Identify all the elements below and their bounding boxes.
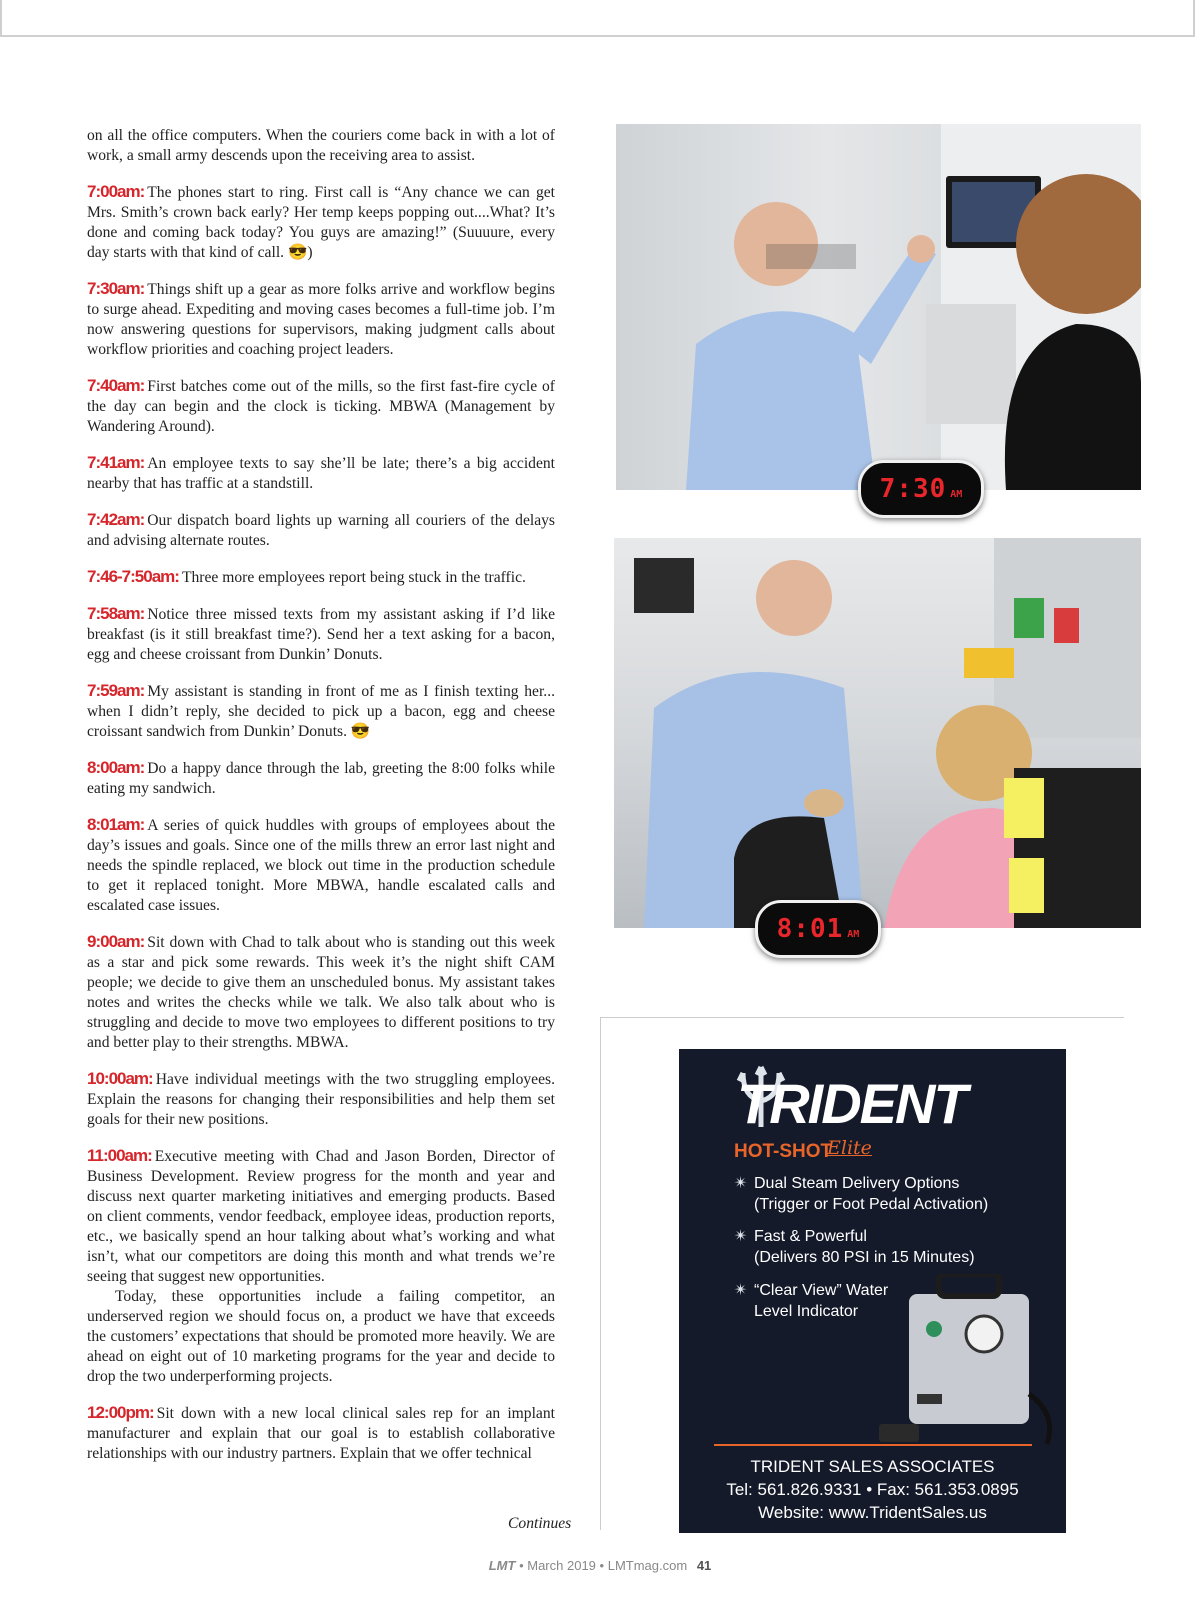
entry-1200 [87, 1403, 555, 1464]
entry-0801 [87, 815, 555, 916]
clock-badge-730 [858, 460, 984, 518]
ad-feature-1 [734, 1173, 988, 1215]
timestamp: 7:59am: [87, 681, 145, 700]
entry-0758 [87, 604, 555, 665]
ad-feature-2 [734, 1226, 975, 1268]
entry-text: An employee texts to say she’ll be late; there’s a big accident nearby that has traffic at a standstill. [87, 455, 555, 492]
trident-advertisement [679, 1049, 1066, 1533]
ad-contact-name: TRIDENT SALES ASSOCIATES [750, 1457, 995, 1476]
ad-feature-3 [734, 1280, 888, 1322]
timestamp: 7:30am: [87, 279, 145, 298]
timestamp: 12:00pm: [87, 1403, 154, 1422]
feature-line: “Clear View” Water [754, 1282, 889, 1299]
timestamp: 8:00am: [87, 758, 145, 777]
clock-badge-801 [755, 900, 881, 958]
entry-text: Do a happy dance through the lab, greeting the 8:00 folks while eating my sandwich. [87, 760, 555, 797]
footer-separator: • [599, 1558, 605, 1573]
ad-separator-top [600, 1017, 1124, 1018]
entry-1100 [87, 1146, 555, 1287]
page-number: 41 [696, 1558, 712, 1573]
entry-0700 [87, 182, 555, 263]
clock-ampm: AM [950, 488, 963, 500]
entry-text: Things shift up a gear as more folks arrive and workflow begins to surge ahead. Expediting and moving cases becomes a full-time job. I’m now answering questions for supervisors, making judgment calls about workflow priorities and coaching project leaders. [87, 281, 555, 358]
ad-separator-left [600, 1017, 601, 1530]
entry-text: The phones start to ring. First call is “Any chance we can get Mrs. Smith’s crown back early? Her temp keeps popping out....What? It’s done and coming back today? You guys are amazing!” (Suuuure, every day starts with that kind of call. 😎) [87, 184, 555, 261]
entry-text: Sit down with a new local clinical sales rep for an implant manufacturer and explain that our goal is to establish collaborative relationships with our industry partners. Explain that we offer technical [87, 1405, 555, 1462]
article-paragraph: Today, these opportunities include a failing competitor, an underserved region we should focus on, a product we have that exceeds the customers’ expectations that should be promoted more heavily. We are ahead on eight out of 10 marketing programs for the year and decide to drop the two underperforming projects. [87, 1288, 555, 1385]
entry-0730 [87, 279, 555, 360]
entry-text: My assistant is standing in front of me as I finish texting her... when I didn’t reply, she decided to pick up a bacon, egg and cheese croissant sandwich from Dunkin’ Donuts. 😎 [87, 683, 555, 740]
timestamp: 9:00am: [87, 932, 145, 951]
entry-text: Notice three missed texts from my assistant asking if I’d like breakfast (is it still breakfast time?). Send her a text asking for a bacon, egg and cheese croissant from Dunkin’ Donuts. [87, 606, 555, 663]
timestamp: 7:42am: [87, 510, 145, 529]
photo-illustration [614, 538, 1141, 928]
entry-0759 [87, 681, 555, 742]
entry-text: Our dispatch board lights up warning all couriers of the delays and advising alternate routes. [87, 512, 555, 549]
timestamp: 7:58am: [87, 604, 145, 623]
steam-machine-image [879, 1274, 1059, 1449]
photo-illustration [616, 124, 1141, 490]
timestamp: 7:40am: [87, 376, 145, 395]
footer-separator: • [519, 1558, 524, 1573]
footer-magazine: LMT [488, 1558, 516, 1573]
entry-text: First batches come out of the mills, so the first fast-fire cycle of the day can begin and the clock is ticking. MBWA (Management by Wandering Around). [87, 378, 555, 435]
starburst-icon: ✴ [734, 1175, 748, 1192]
entry-0742 [87, 510, 555, 551]
entry-0746 [87, 567, 555, 588]
entry-0741 [87, 453, 555, 494]
page-footer [0, 1558, 1200, 1573]
timestamp: 8:01am: [87, 815, 145, 834]
feature-line: Level Indicator [754, 1303, 859, 1320]
footer-date: March 2019 [527, 1558, 596, 1573]
timestamp: 11:00am: [87, 1146, 152, 1165]
entry-text: Three more employees report being stuck in the traffic. [181, 569, 526, 586]
entry-text: A series of quick huddles with groups of employees about the day’s issues and goals. Since one of the mills threw an error last night and needs the spindle replaced, we block out time in the production schedule to get it replaced tonight. More MBWA, handle escalated calls and escalated case issues. [87, 817, 555, 914]
entry-text: Have individual meetings with the two struggling employees. Explain the reasons for changing their responsibilities and help them set goals for their new positions. [87, 1071, 555, 1128]
article-column [87, 126, 555, 1464]
photo-lab-machine [616, 124, 1141, 490]
feature-line: Dual Steam Delivery Options [754, 1175, 960, 1192]
ad-product-variant: Elite [827, 1137, 872, 1159]
clock-time: 7:30 [879, 474, 947, 504]
photo-lab-desk [614, 538, 1141, 928]
entry-text: Executive meeting with Chad and Jason Borden, Director of Business Development. Review progress for the month and year and discuss next quarter marketing initiatives and emerging products. Based on client comments, vendor feedback, employee ideas, production reports, etc., we basically spend an hour talking about what’s working and what isn’t, what our competitors are doing this month and what trends we’re seeing that suggest new opportunities. [87, 1148, 555, 1285]
timestamp: 10:00am: [87, 1069, 153, 1088]
footer-site: LMTmag.com [607, 1558, 688, 1573]
entry-0740 [87, 376, 555, 437]
timestamp: 7:41am: [87, 453, 145, 472]
ad-brand-name: TRIDENT [737, 1072, 966, 1135]
feature-line: (Trigger or Foot Pedal Activation) [754, 1196, 989, 1213]
ad-product-name: HOT-SHOT [734, 1141, 833, 1162]
clock-time: 8:01 [776, 914, 844, 944]
article-intro: on all the office computers. When the couriers come back in with a lot of work, a small army descends upon the receiving area to assist. [87, 127, 555, 164]
page-left-border [0, 0, 2, 37]
timestamp: 7:46-7:50am: [87, 567, 179, 586]
entry-0800 [87, 758, 555, 799]
ad-contact-phone: Tel: 561.826.9331 • Fax: 561.353.0895 [726, 1480, 1019, 1499]
ad-contact-block [679, 1455, 1066, 1524]
entry-1000 [87, 1069, 555, 1130]
starburst-icon: ✴ [734, 1228, 748, 1245]
ad-divider [714, 1444, 1032, 1446]
clock-ampm: AM [847, 928, 860, 940]
feature-line: Fast & Powerful [754, 1228, 867, 1245]
timestamp: 7:00am: [87, 182, 145, 201]
entry-0900 [87, 932, 555, 1053]
continues-label: Continues [508, 1515, 572, 1532]
ad-contact-web: Website: www.TridentSales.us [758, 1503, 987, 1522]
starburst-icon: ✴ [734, 1282, 748, 1299]
feature-line: (Delivers 80 PSI in 15 Minutes) [754, 1249, 975, 1266]
page-top-border [0, 0, 1195, 37]
entry-text: Sit down with Chad to talk about who is standing out this week as a star and pick some rewards. This week it’s the night shift CAM people; we decide to give them an unscheduled bonus. My assistant takes notes and writes the checks while we talk. We also talk about who is struggling and decide to move two employees to different positions to try and better play to their strengths. MBWA. [87, 934, 555, 1051]
